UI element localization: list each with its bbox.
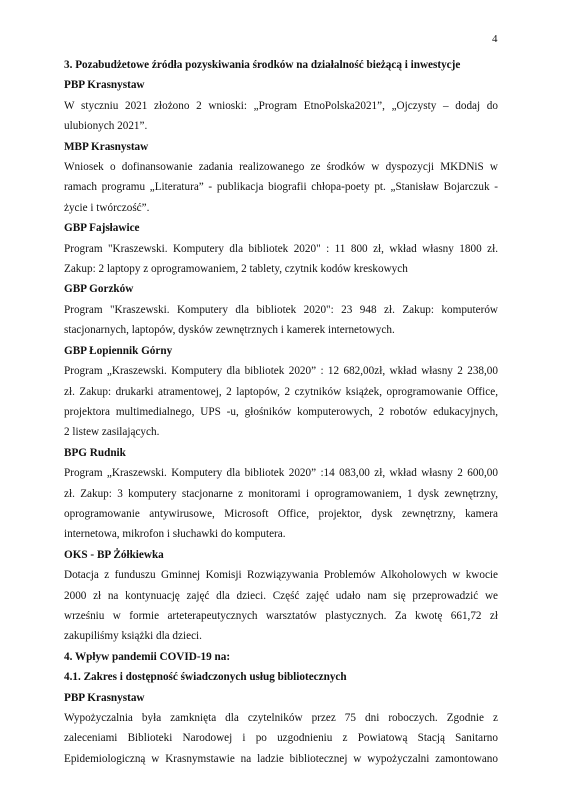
text-line: 2 listew zasilających. [64,426,160,439]
subheading-oks-bp-zolkiewka: OKS - BP Żółkiewka [64,548,164,561]
text-line: Wypożyczalnia była zamknięta dla czytelników przez 75 dni roboczych. Zgodnie z [64,712,498,724]
paragraph-bpg-rudnik [64,463,498,545]
text-line: Dotacja z funduszu Gminnej Komisji Rozwiązywania Problemów Alkoholowych w kwocie [64,569,498,582]
text-line: projektora multimedialnego, UPS -u, głośników komputerowych, 2 robotów edukacyjnych, [64,405,498,418]
text-line: Zakup: 2 laptopy z oprogramowaniem, 2 tablety, czytnik kodów kreskowych [64,263,408,276]
text-line: Wniosek o dofinansowanie zadania realizowanego ze środków w dyspozycji MKDNiS w [64,161,498,174]
paragraph-gbp-fajslawice [64,239,498,280]
paragraph-gbp-lopiennik-gorny [64,361,498,443]
text-line: Program "Kraszewski. Komputery dla bibliotek 2020": 23 948 zł. Zakup: komputerów [64,303,498,316]
text-line: 2000 zł na kontynuację zajęć dla dzieci. Część zajęć udało nam się przeprowadzić we [64,589,498,602]
text-line: zł. Zakup: 3 komputery stacjonarne z monitorami i oprogramowaniem, 1 dysk zewnętrzny, [64,487,498,500]
text-line: stacjonarnych, laptopów, dysków zewnętrznych i kamerek internetowych. [64,324,395,337]
subheading-pbp-krasnystaw-1: PBP Krasnystaw [64,79,145,92]
text-line: Epidemiologiczną w Krasnymstawie na ladzie bibliotecznej w wypożyczalni zamontowano [64,752,498,765]
text-line: zł. Zakup: drukarki atramentowej, 2 laptopów, 2 czytników książek, oprogramowanie Office, [64,385,498,398]
text-line: wrześniu w formie arteterapeutycznych warsztatów plastycznych. Za kwotę 661,72 zł [64,609,498,622]
paragraph-gbp-gorzkow [64,300,498,341]
subheading-pbp-krasnystaw-2: PBP Krasnystaw [64,691,145,704]
subheading-gbp-fajslawice: GBP Fajsławice [64,222,140,235]
subheading-gbp-lopiennik-gorny: GBP Łopiennik Górny [64,344,173,357]
section-heading-4-1: 4.1. Zakres i dostępność świadczonych usług bibliotecznych [64,671,347,684]
text-line: Program „Kraszewski. Komputery dla bibliotek 2020” :14 083,00 zł, wkład własny 2 600,00 [64,467,498,480]
section-heading-3: 3. Pozabudżetowe źródła pozyskiwania środków na działalność bieżącą i inwestycje [64,59,461,71]
text-line: życie i twórczość”. [64,201,150,214]
paragraph-mbp-krasnystaw [64,157,498,218]
subheading-bpg-rudnik: BPG Rudnik [64,446,126,459]
text-line: zakupiliśmy książki dla dzieci. [64,630,202,643]
section-heading-4: 4. Wpływ pandemii COVID-19 na: [64,650,231,663]
paragraph-pbp-krasnystaw-2 [64,708,498,769]
text-line: W styczniu 2021 złożono 2 wnioski: „Program EtnoPolska2021”, „Ojczysty – dodaj do [64,99,498,112]
text-line: zaleceniami Biblioteki Narodowej i po uzgodnieniu z Powiatową Stacją Sanitarno [64,732,498,745]
text-line: ramach programu „Literatura” - publikacja biografii chłopa-poety pt. „Stanisław Bojarczuk - [64,181,498,194]
subheading-gbp-gorzkow: GBP Gorzków [64,283,134,296]
text-line: Program "Kraszewski. Komputery dla bibliotek 2020" : 11 800 zł, wkład własny 1800 zł. [64,242,498,255]
paragraph-pbp-krasnystaw-1 [64,96,498,137]
document-content [64,55,498,769]
text-line: internetowa, mikrofon i słuchawki do komputera. [64,528,286,541]
paragraph-oks-bp-zolkiewka [64,565,498,647]
subheading-mbp-krasnystaw: MBP Krasnystaw [64,140,149,153]
text-line: oprogramowanie antywirusowe, Microsoft Office, projektor, dysk zewnętrzny, kamera [64,507,498,520]
text-line: Program „Kraszewski. Komputery dla bibliotek 2020” : 12 682,00zł, wkład własny 2 238,00 [64,365,498,378]
page-number: 4 [492,33,498,45]
text-line: ulubionych 2021”. [64,120,148,133]
